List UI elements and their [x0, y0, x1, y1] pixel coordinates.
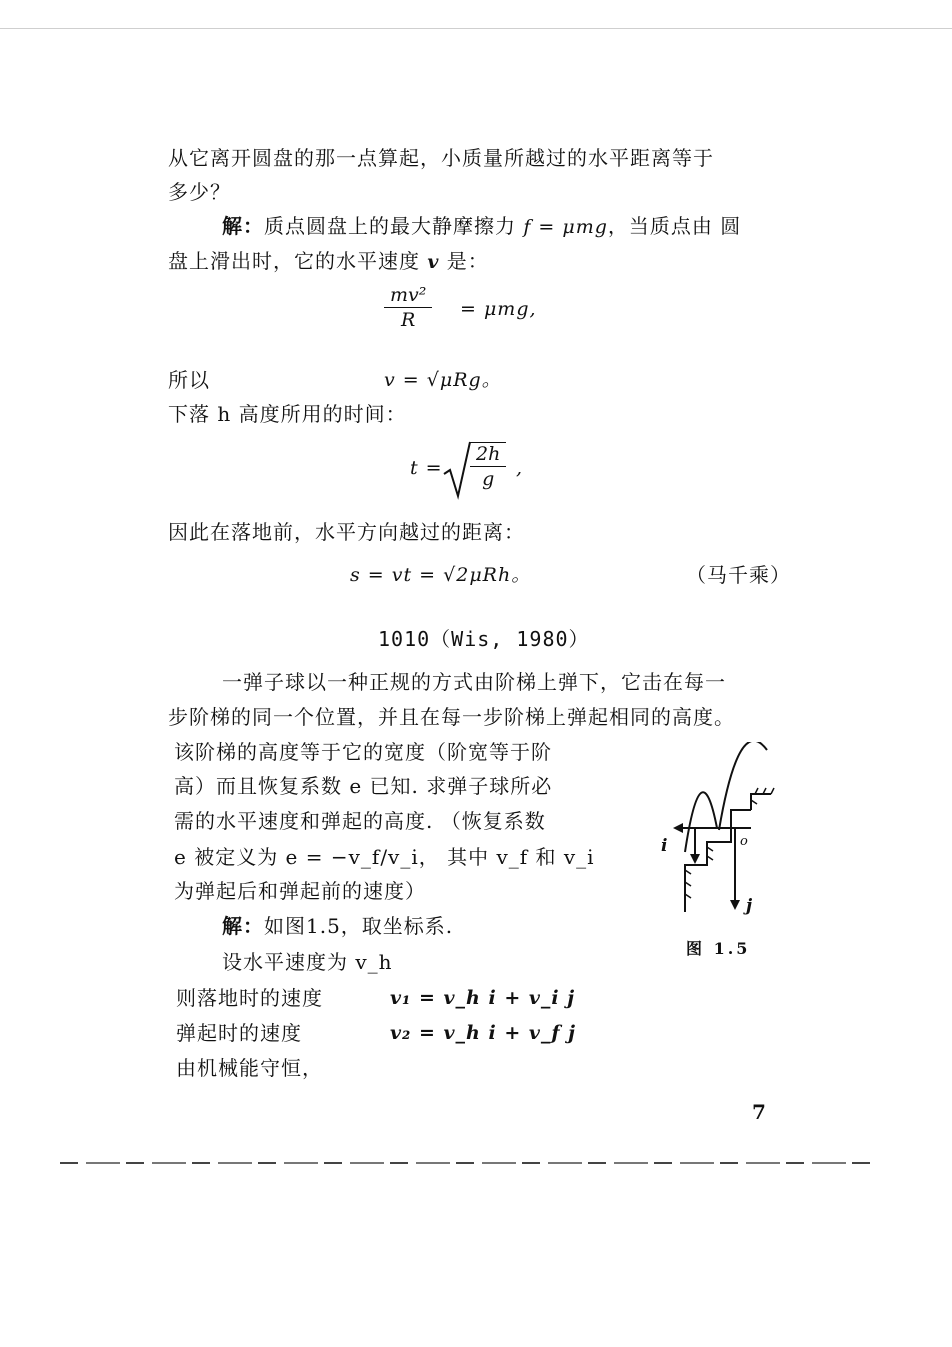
solution-text-2: 盘上滑出时，它的水平速度	[168, 249, 428, 273]
hence-line: 因此在落地前，水平方向越过的距离：	[168, 520, 525, 544]
velocity-equation: v = √μRg。	[384, 369, 502, 391]
problem-solution-line	[222, 914, 453, 938]
fall-time-line: 下落 h 高度所用的时间：	[168, 402, 407, 426]
time-lhs: t =	[410, 457, 443, 479]
problem-line-1: 一弹子球以一种正规的方式由阶梯上弹下，它击在每一	[222, 670, 726, 694]
solution-label: 解：	[222, 214, 264, 238]
top-rule	[0, 28, 952, 29]
bounce-velocity-label: 弹起时的速度	[176, 1021, 302, 1045]
time-numerator: 2h	[476, 443, 501, 465]
figure-label-i: i	[661, 836, 669, 856]
question-line-1: 从它离开圆盘的那一点算起，小质量所越过的水平距离等于	[168, 146, 714, 170]
problem-solution-text: 如图1.5，取坐标系.	[264, 914, 454, 938]
fraction-denominator: R	[401, 309, 416, 331]
so-label: 所以	[168, 368, 210, 392]
landing-velocity-equation: v₁ = v_h i + v_i j	[390, 987, 576, 1009]
problem-line-7: 为弹起后和弹起前的速度）	[174, 879, 426, 903]
velocity-symbol: v	[427, 251, 440, 273]
solution-line-1	[222, 214, 741, 239]
time-comma: ,	[516, 457, 524, 479]
figure-label-j: j	[746, 896, 754, 916]
fraction-bar	[384, 307, 432, 308]
question-line-2: 多少？	[168, 180, 231, 204]
radical-sign	[442, 440, 472, 500]
time-denominator: g	[482, 468, 495, 490]
problem-heading: 1010（Wis, 1980）	[378, 627, 590, 651]
time-fraction-bar	[470, 466, 506, 467]
problem-line-6: e 被定义为 e = −v_f/v_i， 其中 v_f 和 v_i	[174, 845, 595, 869]
landing-velocity-label: 则落地时的速度	[176, 986, 323, 1010]
problem-line-3: 该阶梯的高度等于它的宽度（阶宽等于阶	[174, 740, 552, 764]
bounce-velocity-equation: v₂ = v_h i + v_f j	[390, 1022, 577, 1044]
distance-equation: s = vt = √2μRh。	[350, 564, 532, 586]
fraction-numerator: mv²	[390, 284, 427, 306]
problem-line-2: 步阶梯的同一个位置，并且在每一步阶梯上弹起相同的高度。	[168, 705, 735, 729]
centripetal-rhs: = μmg,	[460, 298, 537, 320]
page-number: 7	[752, 1100, 766, 1124]
centripetal-fraction	[384, 284, 432, 331]
energy-conservation-line: 由机械能守恒，	[176, 1056, 323, 1080]
problem-line-5: 需的水平速度和弹起的高度. （恢复系数	[174, 809, 546, 833]
figure-label-o: o	[740, 834, 749, 849]
problem-line-4: 高）而且恢复系数 e 已知. 求弹子球所必	[174, 774, 553, 798]
problem-solution-label: 解：	[222, 914, 264, 938]
time-fraction	[470, 442, 506, 490]
solution-tail-1: ，当质点由 圆	[607, 214, 742, 238]
solution-text-1: 质点圆盘上的最大静摩擦力	[264, 214, 524, 238]
bottom-rule	[60, 1162, 875, 1164]
figure-caption: 图 1.5	[686, 939, 751, 958]
friction-formula: f = μmg	[523, 216, 608, 238]
solver-credit: （马千乘）	[686, 563, 791, 587]
staircase-figure	[655, 742, 795, 922]
solution-tail-2: 是：	[439, 249, 489, 273]
solution-line-2	[168, 249, 489, 274]
horizontal-velocity-line: 设水平速度为 v_h	[222, 950, 393, 974]
